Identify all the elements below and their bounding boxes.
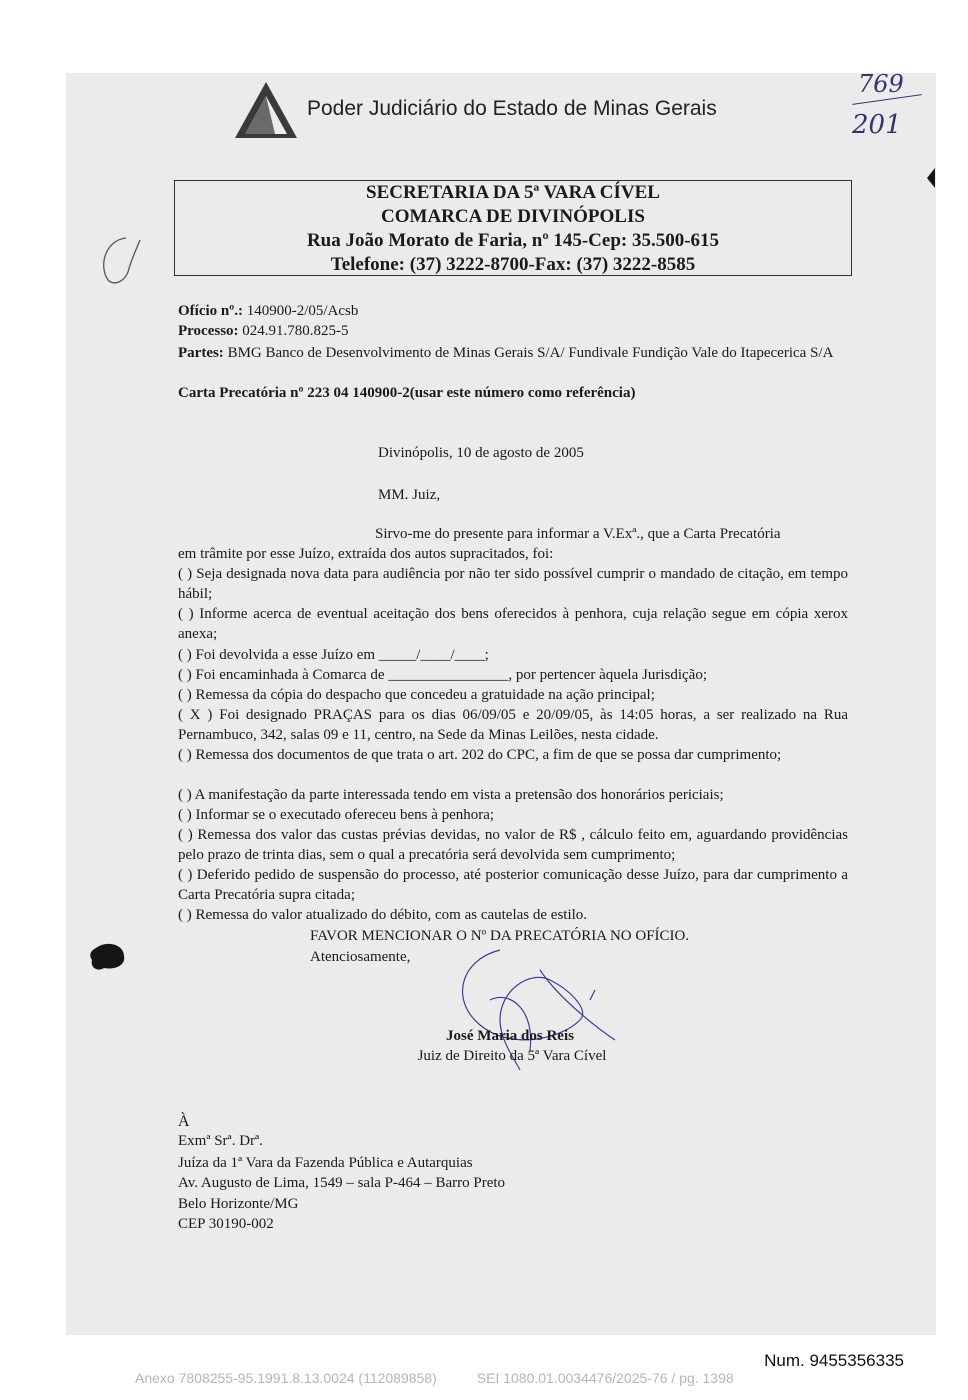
processo-value: 024.91.780.825-5 [238, 323, 349, 339]
salutation: MM. Juiz, [378, 487, 441, 503]
document-number: Num. 9455356335 [764, 1351, 904, 1370]
handwritten-mark [96, 230, 146, 290]
closing-regards: Atenciosamente, [310, 949, 411, 965]
partes-label: Partes: [178, 345, 224, 361]
secretaria-header-box [174, 180, 852, 276]
header-secretaria: SECRETARIA DA 5ª VARA CÍVEL [366, 182, 660, 203]
checklist-item: ( ) Remessa da cópia do despacho que concedeu a gratuidade na ação principal; [178, 687, 655, 703]
footer-metadata [135, 1370, 774, 1386]
checklist-item: ( ) Informar se o executado ofereceu bens à penhora; [178, 807, 495, 823]
processo-label: Processo: [178, 323, 239, 339]
checklist-item: ( ) Seja designada nova data para audiência por não ter sido possível cumprir o mandado de citação, em tempo hábil; [178, 566, 848, 602]
ink-blot [88, 940, 128, 974]
recipient-line: À [178, 1113, 190, 1130]
header-address: Rua João Morato de Faria, nº 145-Cep: 35.500-615 [306, 230, 720, 251]
checklist-item: ( ) Foi devolvida a esse Juízo em _____/____/____; [178, 647, 489, 663]
intro-line-2: em trâmite por esse Juízo, extraída dos autos supracitados, foi: [178, 546, 554, 562]
handwritten-page-number: 769 [858, 70, 904, 98]
ink-mark [925, 166, 937, 190]
recipient-line: Belo Horizonte/MG [178, 1196, 299, 1212]
checklist-item: ( ) Remessa dos valor das custas prévias devidas, no valor de R$ , cálculo feito em, aguardando providências pelo prazo de trinta dias, sem o qual a precatória será devolvida sem cumprimento; [178, 827, 848, 863]
checklist-item: ( ) Foi encaminhada à Comarca de ________________, por pertencer àquela Jurisdição; [178, 667, 707, 683]
partes-line [178, 344, 848, 364]
recipient-line: Av. Augusto de Lima, 1549 – sala P-464 – Barro Preto [178, 1175, 506, 1191]
handwritten-sheet-number: 201 [852, 110, 902, 140]
footer-sei: SEI 1080.01.0034476/2025-76 / pg. 1398 [476, 1370, 734, 1386]
header-comarca: COMARCA DE DIVINÓPOLIS [381, 206, 645, 227]
intro-line-1: Sirvo-me do presente para informar a V.Exª., que a Carta Precatória [375, 526, 781, 542]
processo-line [178, 322, 349, 342]
checklist-item: ( ) Remessa dos documentos de que trata o art. 202 do CPC, a fim de que se possa dar cumprimento; [178, 747, 782, 763]
signer-name: José Maria dos Reis [446, 1028, 574, 1044]
checklist-item: ( ) Deferido pedido de suspensão do processo, até posterior comunicação desse Juízo, para dar cumprimento a Carta Precatória supra citada; [178, 867, 848, 903]
recipient-line: Juíza da 1ª Vara da Fazenda Pública e Autarquias [178, 1155, 473, 1171]
court-name: Poder Judiciário do Estado de Minas Gerais [307, 97, 717, 120]
footer-anexo: Anexo 7808255-95.1991.8.13.0024 (112089858) [135, 1370, 437, 1386]
oficio-line [178, 302, 358, 322]
date-line: Divinópolis, 10 de agosto de 2005 [378, 445, 584, 461]
partes-value: BMG Banco de Desenvolvimento de Minas Gerais S/A/ Fundivale Fundição Vale do Itapecerica S/A [223, 345, 834, 361]
carta-precatoria-line: Carta Precatória nº 223 04 140900-2(usar este número como referência) [178, 385, 636, 401]
header-phone: Telefone: (37) 3222-8700-Fax: (37) 3222-8585 [330, 254, 696, 275]
closing-request: FAVOR MENCIONAR O Nº DA PRECATÓRIA NO OFÍCIO. [310, 928, 690, 944]
checklist-item: ( ) A manifestação da parte interessada tendo em vista a pretensão dos honorários periciais; [178, 787, 724, 803]
signer-title: Juiz de Direito da 5ª Vara Cível [417, 1048, 607, 1064]
oficio-label: Ofício nº.: [178, 303, 243, 319]
recipient-line: Exmª Srª. Drª. [178, 1133, 263, 1149]
oficio-value: 140900-2/05/Acsb [242, 303, 359, 319]
checklist-item-selected: ( X ) Foi designado PRAÇAS para os dias 06/09/05 e 20/09/05, às 14:05 horas, a ser realizado na Rua Pernambuco, 342, salas 09 e 11, centro, na Sede da Minas Leilões, nesta cidade. [178, 707, 848, 743]
checklist-item: ( ) Informe acerca de eventual aceitação dos bens oferecidos à penhora, cuja relação segue em cópia xerox anexa; [178, 606, 848, 642]
court-logo [233, 80, 299, 140]
recipient-line: CEP 30190-002 [178, 1216, 274, 1232]
checklist-item: ( ) Remessa do valor atualizado do débito, com as cautelas de estilo. [178, 907, 588, 923]
